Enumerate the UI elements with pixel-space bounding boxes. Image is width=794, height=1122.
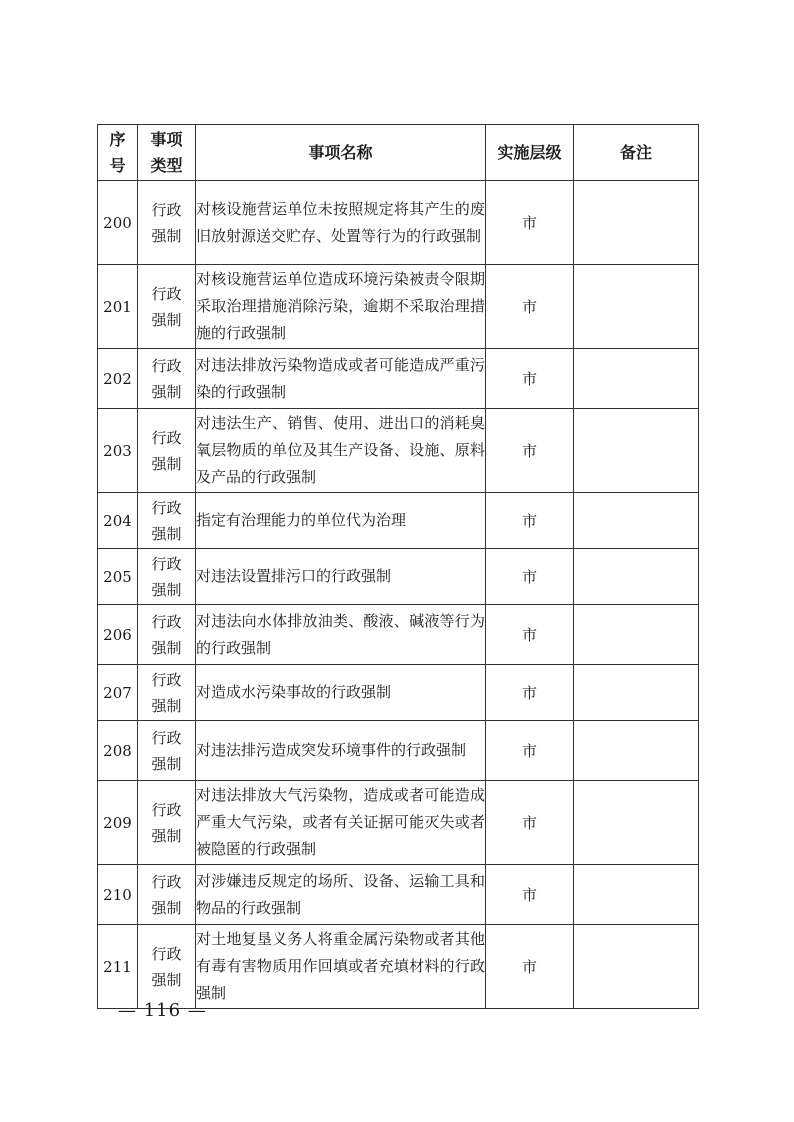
row-note [574,781,699,865]
row-type-line-1: 行政 [151,428,182,447]
row-number: 209 [98,781,138,865]
row-note [574,605,699,665]
row-item-name: 对违法生产、销售、使用、进出口的消耗臭氧层物质的单位及其生产设备、设施、原料及产品的行政强制 [196,409,486,493]
row-type [138,493,196,549]
table-row [98,781,699,865]
row-type-line-1: 行政 [151,498,182,517]
row-type [138,865,196,925]
row-number: 208 [98,721,138,781]
row-type-line-2: 强制 [151,454,182,473]
table-row [98,605,699,665]
row-item-name: 对违法排放污染物造成或者可能造成严重污染的行政强制 [196,349,486,409]
row-item-name: 对造成水污染事故的行政强制 [196,665,486,721]
row-type-line-2: 强制 [151,524,182,543]
table-row [98,549,699,605]
row-type-line-1: 行政 [151,728,182,747]
row-type-line-2: 强制 [151,382,182,401]
row-type [138,549,196,605]
header-type-line-1: 事项 [150,129,183,149]
header-type [138,125,196,181]
table-header-row [98,125,699,181]
row-type [138,181,196,265]
row-level: 市 [486,409,574,493]
table-row [98,865,699,925]
row-note [574,493,699,549]
header-no-line-1: 序 [109,129,126,149]
row-item-name: 对违法向水体排放油类、酸液、碱液等行为的行政强制 [196,605,486,665]
row-item-name: 对违法排放大气污染物，造成或者可能造成严重大气污染，或者有关证据可能灭失或者被隐匿的行政强制 [196,781,486,865]
row-number: 207 [98,665,138,721]
row-level: 市 [486,265,574,349]
row-type [138,925,196,1009]
row-item-name: 对涉嫌违反规定的场所、设备、运输工具和物品的行政强制 [196,865,486,925]
row-note [574,925,699,1009]
row-item-name: 对核设施营运单位未按照规定将其产生的废旧放射源送交贮存、处置等行为的行政强制 [196,181,486,265]
row-number: 205 [98,549,138,605]
row-type-line-2: 强制 [151,970,182,989]
row-type [138,781,196,865]
row-type-line-1: 行政 [151,612,182,631]
row-note [574,549,699,605]
row-note [574,665,699,721]
row-type-line-2: 强制 [151,826,182,845]
row-item-name: 对土地复垦义务人将重金属污染物或者其他有毒有害物质用作回填或者充填材料的行政强制 [196,925,486,1009]
row-type [138,665,196,721]
row-note [574,181,699,265]
row-level: 市 [486,721,574,781]
header-name: 事项名称 [196,125,486,181]
row-level: 市 [486,605,574,665]
row-level: 市 [486,493,574,549]
table-row [98,181,699,265]
row-type-line-1: 行政 [151,200,182,219]
row-type [138,409,196,493]
row-level: 市 [486,549,574,605]
row-type-line-1: 行政 [151,872,182,891]
row-type-line-2: 强制 [151,310,182,329]
table-row [98,721,699,781]
row-number: 200 [98,181,138,265]
header-no-line-2: 号 [109,155,126,175]
row-item-name: 指定有治理能力的单位代为治理 [196,493,486,549]
row-note [574,349,699,409]
row-type-line-2: 强制 [151,638,182,657]
row-note [574,409,699,493]
row-number: 210 [98,865,138,925]
row-number: 201 [98,265,138,349]
row-type-line-2: 强制 [151,898,182,917]
row-level: 市 [486,865,574,925]
header-level: 实施层级 [486,125,574,181]
row-type [138,605,196,665]
table-row [98,493,699,549]
row-level: 市 [486,349,574,409]
items-table [97,124,699,1009]
header-note: 备注 [574,125,699,181]
row-type-line-2: 强制 [151,226,182,245]
row-number: 202 [98,349,138,409]
row-type-line-1: 行政 [151,554,182,573]
table-row [98,349,699,409]
row-number: 203 [98,409,138,493]
row-number: 206 [98,605,138,665]
row-type [138,265,196,349]
row-number: 211 [98,925,138,1009]
row-item-name: 对违法排污造成突发环境事件的行政强制 [196,721,486,781]
page-number: — 116 — [118,1000,207,1021]
row-type [138,349,196,409]
row-level: 市 [486,925,574,1009]
row-level: 市 [486,665,574,721]
header-no [98,125,138,181]
row-type-line-1: 行政 [151,670,182,689]
row-type-line-1: 行政 [151,356,182,375]
row-note [574,265,699,349]
row-note [574,721,699,781]
table-row [98,265,699,349]
row-type-line-2: 强制 [151,754,182,773]
table-row [98,665,699,721]
row-level: 市 [486,181,574,265]
table-row [98,409,699,493]
row-type-line-1: 行政 [151,800,182,819]
row-item-name: 对违法设置排污口的行政强制 [196,549,486,605]
row-number: 204 [98,493,138,549]
row-type [138,721,196,781]
header-type-line-2: 类型 [150,155,183,175]
row-type-line-2: 强制 [151,580,182,599]
row-type-line-1: 行政 [151,944,182,963]
row-type-line-2: 强制 [151,696,182,715]
row-type-line-1: 行政 [151,284,182,303]
row-item-name: 对核设施营运单位造成环境污染被责令限期采取治理措施消除污染，逾期不采取治理措施的行政强制 [196,265,486,349]
table-row [98,925,699,1009]
row-note [574,865,699,925]
row-level: 市 [486,781,574,865]
